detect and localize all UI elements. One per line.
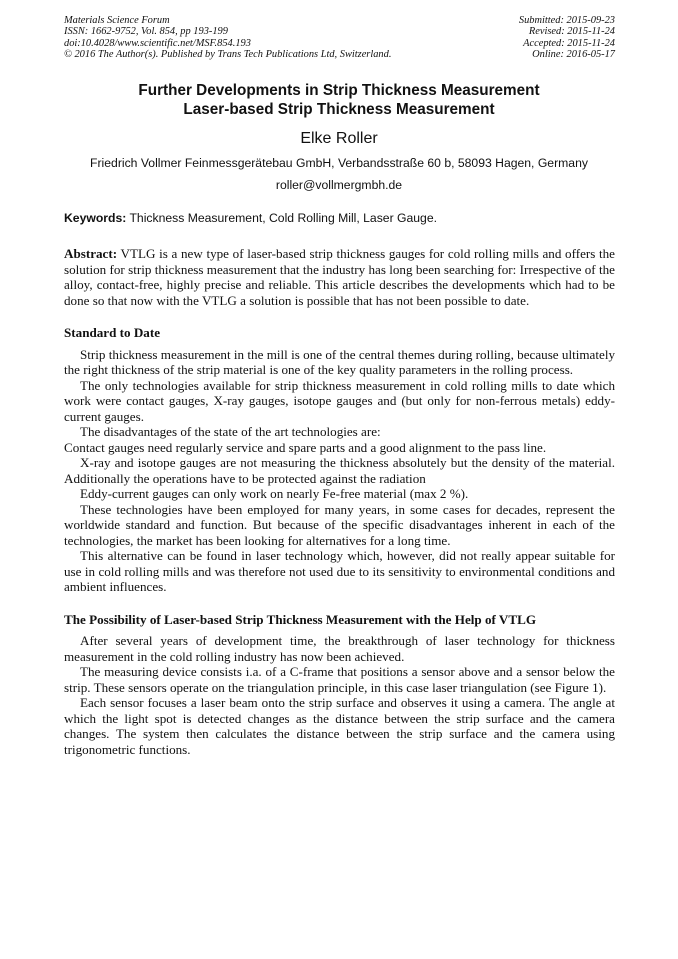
author-affiliation: Friedrich Vollmer Feinmessgerätebau GmbH, Verbandsstraße 60 b, 58093 Hagen, Germany (90, 156, 588, 170)
paragraph: The only technologies available for strip thickness measurement in cold rolling mills to date which work were contact gauges, X-ray gauges, isotope gauges and (but only for non-ferrous metals) eddy-current gauges. (64, 377, 615, 424)
keywords-text: Thickness Measurement, Cold Rolling Mill, Laser Gauge. (126, 211, 438, 225)
section-heading-laser: The Possibility of Laser-based Strip Thickness Measurement with the Help of VTLG (64, 611, 537, 627)
paragraph: Each sensor focuses a laser beam onto the strip surface and observes it using a camera. The angle at which the light spot is detected changes as the distance between the strip surface and the camera changes. The system then calculates the distance between the strip surface and the camera using trigonometric functions. (64, 695, 615, 757)
copyright-line: © 2016 The Author(s). Published by Trans Tech Publications Ltd, Switzerland. (64, 49, 392, 61)
revised-date: Revised: 2015-11-24 (528, 26, 615, 38)
submitted-date: Submitted: 2015-09-23 (518, 15, 615, 26)
paper-body (64, 246, 615, 757)
keywords (64, 211, 615, 226)
paragraph: The measuring device consists i.a. of a C-frame that positions a sensor above and a sensor below the strip. These sensors operate on the triangulation principle, in this case laser triangulation (see Figure 1). (64, 664, 615, 695)
paragraph: Eddy-current gauges can only work on nearly Fe-free material (max 2 %). (80, 486, 469, 501)
publication-dates (519, 15, 615, 61)
abstract (64, 246, 615, 308)
paragraph: Contact gauges need regularly service and spare parts and a good alignment to the pass line. (64, 439, 547, 455)
author-email[interactable]: roller@vollmergmbh.de (275, 178, 403, 192)
paper-title (0, 81, 678, 119)
title-line-2: Laser-based Strip Thickness Measurement (183, 101, 495, 118)
paragraph: These technologies have been employed for many years, in some cases for decades, represent the worldwide standard and function. But because of the specific disadvantages inherent in each of the technologies, the market has been looking for alternatives for a long time. (64, 501, 615, 548)
abstract-text: VTLG is a new type of laser-based strip thickness gauges for cold rolling mills and offers the solution for strip thickness measurement that the industry has long been searching for: Irrespective of the alloy, contact-free, highly precise and reliable. This article describes the developments which had to be done so that now with the VTLG a solution is possible that has not been possible to date. (64, 246, 615, 308)
doi-line[interactable]: doi:10.4028/www.scientific.net/MSF.854.193 (64, 37, 251, 49)
title-line-1: Further Developments in Strip Thickness Measurement (138, 82, 540, 99)
journal-info (64, 15, 391, 61)
paragraph: After several years of development time, the breakthrough of laser technology for thickness measurement in the cold rolling industry has now been achieved. (64, 633, 615, 664)
accepted-date: Accepted: 2015-11-24 (523, 37, 615, 49)
keywords-label: Keywords: (64, 211, 127, 225)
paragraph: Strip thickness measurement in the mill is one of the central themes during rolling, because ultimately the right thickness of the strip material is one of the key quality parameters in the rolling process. (64, 346, 615, 377)
journal-name: Materials Science Forum (64, 15, 170, 26)
issn-line: ISSN: 1662-9752, Vol. 854, pp 193-199 (64, 26, 228, 38)
abstract-label: Abstract: (64, 246, 118, 261)
section-heading-standard: Standard to Date (64, 325, 161, 340)
paragraph: This alternative can be found in laser technology which, however, did not really appear suitable for use in cold rolling mills and was therefore not used due to its sensitivity to environmental conditions and ambient influences. (64, 548, 615, 594)
paragraph: The disadvantages of the state of the art technologies are: (80, 424, 381, 439)
online-date: Online: 2016-05-17 (532, 49, 615, 61)
author-name: Elke Roller (300, 130, 378, 147)
paragraph: X-ray and isotope gauges are not measuring the thickness absolutely but the density of the material. Additionally the operations have to be protected against the radiation (64, 455, 615, 486)
